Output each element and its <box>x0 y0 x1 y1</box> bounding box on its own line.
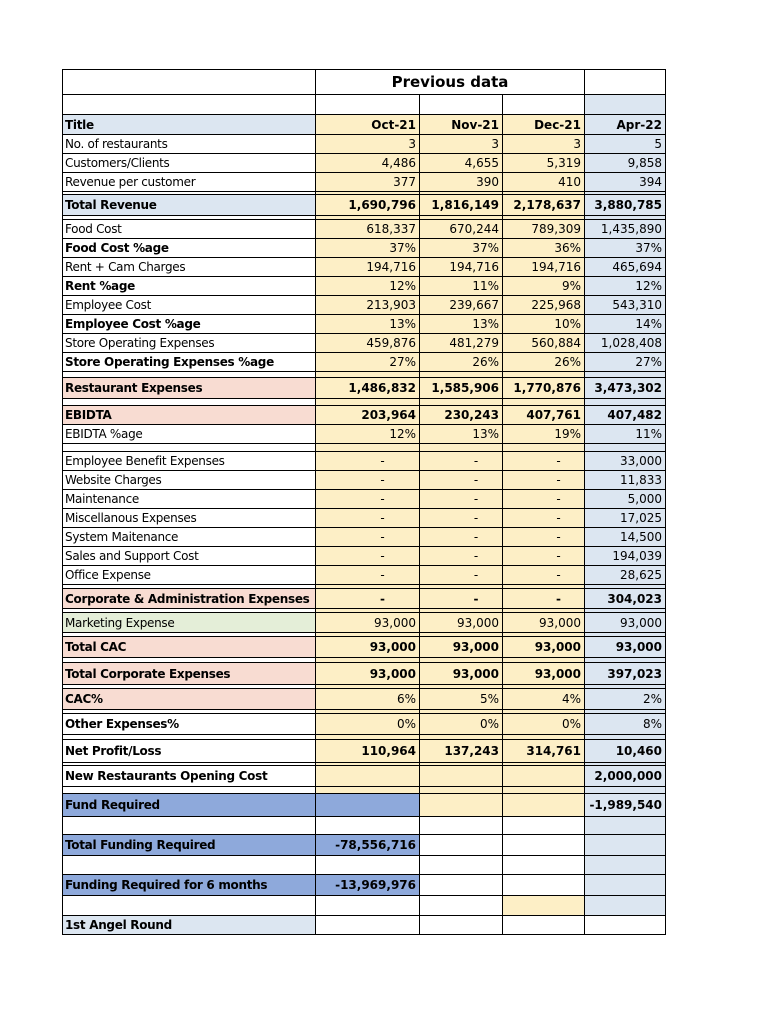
row-system-maitenance <box>62 527 666 546</box>
table-title[interactable]: Previous data <box>315 69 584 94</box>
revenue-per-customer-nov-21-cell[interactable]: 390 <box>419 172 502 191</box>
no-of-restaurants-nov-21-cell[interactable]: 3 <box>419 134 502 153</box>
empty-cell[interactable] <box>584 895 666 915</box>
sales-and-support-cost-label[interactable]: Sales and Support Cost <box>62 546 315 565</box>
marketing-expense-oct-21-cell[interactable]: 93,000 <box>315 612 419 632</box>
row-food-cost-age <box>62 238 666 257</box>
rent-age-nov-21-cell[interactable]: 11% <box>419 276 502 295</box>
fund-required-oct-21-cell[interactable] <box>315 793 419 816</box>
sales-and-support-cost-dec-21-cell[interactable]: - <box>502 546 584 565</box>
miscellanous-expenses-apr-22-cell[interactable]: 17,025 <box>584 508 666 527</box>
rent-cam-charges-dec-21-cell[interactable]: 194,716 <box>502 257 584 276</box>
empty-cell[interactable] <box>315 786 419 793</box>
employee-cost-nov-21-cell[interactable]: 239,667 <box>419 295 502 314</box>
other-expenses-label[interactable]: Other Expenses% <box>62 713 315 734</box>
store-operating-expenses-age-oct-21-cell[interactable]: 27% <box>315 352 419 371</box>
food-cost-age-apr-22-cell[interactable]: 37% <box>584 238 666 257</box>
miscellanous-expenses-label[interactable]: Miscellanous Expenses <box>62 508 315 527</box>
revenue-per-customer-apr-22-cell[interactable]: 394 <box>584 172 666 191</box>
no-of-restaurants-label[interactable]: No. of restaurants <box>62 134 315 153</box>
store-operating-expenses-oct-21-cell[interactable]: 459,876 <box>315 333 419 352</box>
row-miscellanous-expenses <box>62 508 666 527</box>
system-maitenance-nov-21-cell[interactable]: - <box>419 527 502 546</box>
marketing-expense-nov-21-cell[interactable]: 93,000 <box>419 612 502 632</box>
office-expense-oct-21-cell[interactable]: - <box>315 565 419 584</box>
maintenance-oct-21-cell[interactable]: - <box>315 489 419 508</box>
empty-cell[interactable] <box>584 855 666 874</box>
empty-cell[interactable] <box>502 855 584 874</box>
empty-cell[interactable] <box>419 443 502 451</box>
revenue-per-customer-label[interactable]: Revenue per customer <box>62 172 315 191</box>
1st-angel-round-dec-21-cell[interactable] <box>502 915 584 935</box>
spacer-row <box>62 895 666 915</box>
employee-cost-age-label[interactable]: Employee Cost %age <box>62 314 315 333</box>
row-1st-angel-round <box>62 915 666 935</box>
ebidta-age-nov-21-cell[interactable]: 13% <box>419 424 502 443</box>
empty-cell[interactable] <box>584 398 666 405</box>
empty-cell[interactable] <box>315 94 419 114</box>
empty-cell[interactable] <box>502 895 584 915</box>
ebidta-apr-22-cell[interactable]: 407,482 <box>584 405 666 424</box>
empty-cell[interactable] <box>502 443 584 451</box>
employee-cost-age-dec-21-cell[interactable]: 10% <box>502 314 584 333</box>
row-rent-cam-charges <box>62 257 666 276</box>
empty-cell[interactable] <box>315 398 419 405</box>
website-charges-label[interactable]: Website Charges <box>62 470 315 489</box>
row-rent-age <box>62 276 666 295</box>
empty-cell[interactable] <box>419 786 502 793</box>
total-revenue-oct-21-cell[interactable]: 1,690,796 <box>315 194 419 215</box>
food-cost-age-oct-21-cell[interactable]: 37% <box>315 238 419 257</box>
employee-benefit-expenses-dec-21-cell[interactable]: - <box>502 451 584 470</box>
empty-cell[interactable] <box>502 816 584 834</box>
total-funding-required-oct-21-cell[interactable]: -78,556,716 <box>315 834 419 855</box>
cac-apr-22-cell[interactable]: 2% <box>584 688 666 709</box>
rent-age-apr-22-cell[interactable]: 12% <box>584 276 666 295</box>
other-expenses-nov-21-cell[interactable]: 0% <box>419 713 502 734</box>
ebidta-dec-21-cell[interactable]: 407,761 <box>502 405 584 424</box>
net-profit-loss-label[interactable]: Net Profit/Loss <box>62 739 315 762</box>
website-charges-apr-22-cell[interactable]: 11,833 <box>584 470 666 489</box>
corporate-administration-expenses-apr-22-cell[interactable]: 304,023 <box>584 588 666 608</box>
row-food-cost <box>62 219 666 238</box>
row-employee-benefit-expenses <box>62 451 666 470</box>
total-funding-required-label[interactable]: Total Funding Required <box>62 834 315 855</box>
ebidta-age-apr-22-cell[interactable]: 11% <box>584 424 666 443</box>
restaurant-expenses-label[interactable]: Restaurant Expenses <box>62 377 315 398</box>
funding-required-for-6-months-nov-21-cell[interactable] <box>419 874 502 895</box>
row-revenue-per-customer <box>62 172 666 191</box>
new-restaurants-opening-cost-label[interactable]: New Restaurants Opening Cost <box>62 765 315 786</box>
store-operating-expenses-nov-21-cell[interactable]: 481,279 <box>419 333 502 352</box>
row-no-of-restaurants <box>62 134 666 153</box>
employee-cost-age-oct-21-cell[interactable]: 13% <box>315 314 419 333</box>
empty-cell[interactable] <box>62 398 315 405</box>
spacer-row <box>62 786 666 793</box>
office-expense-apr-22-cell[interactable]: 28,625 <box>584 565 666 584</box>
food-cost-dec-21-cell[interactable]: 789,309 <box>502 219 584 238</box>
total-cac-dec-21-cell[interactable]: 93,000 <box>502 636 584 657</box>
empty-cell[interactable] <box>62 895 315 915</box>
new-restaurants-opening-cost-nov-21-cell[interactable] <box>419 765 502 786</box>
food-cost-label[interactable]: Food Cost <box>62 219 315 238</box>
title-label-cell[interactable] <box>62 69 315 94</box>
other-expenses-oct-21-cell[interactable]: 0% <box>315 713 419 734</box>
restaurant-expenses-oct-21-cell[interactable]: 1,486,832 <box>315 377 419 398</box>
fund-required-apr-22-cell[interactable]: -1,989,540 <box>584 793 666 816</box>
row-corporate-administration-expenses <box>62 588 666 608</box>
customers-clients-label[interactable]: Customers/Clients <box>62 153 315 172</box>
row-store-operating-expenses <box>62 333 666 352</box>
food-cost-apr-22-cell[interactable]: 1,435,890 <box>584 219 666 238</box>
empty-cell[interactable] <box>584 443 666 451</box>
employee-benefit-expenses-apr-22-cell[interactable]: 33,000 <box>584 451 666 470</box>
row-website-charges <box>62 470 666 489</box>
store-operating-expenses-age-dec-21-cell[interactable]: 26% <box>502 352 584 371</box>
empty-cell[interactable] <box>584 94 666 114</box>
maintenance-apr-22-cell[interactable]: 5,000 <box>584 489 666 508</box>
no-of-restaurants-dec-21-cell[interactable]: 3 <box>502 134 584 153</box>
ebidta-age-label[interactable]: EBIDTA %age <box>62 424 315 443</box>
empty-cell[interactable] <box>419 94 502 114</box>
total-corporate-expenses-dec-21-cell[interactable]: 93,000 <box>502 662 584 684</box>
net-profit-loss-nov-21-cell[interactable]: 137,243 <box>419 739 502 762</box>
row-total-corporate-expenses <box>62 662 666 684</box>
empty-cell[interactable] <box>502 398 584 405</box>
net-profit-loss-oct-21-cell[interactable]: 110,964 <box>315 739 419 762</box>
employee-cost-oct-21-cell[interactable]: 213,903 <box>315 295 419 314</box>
corporate-administration-expenses-dec-21-cell[interactable]: - <box>502 588 584 608</box>
total-cac-oct-21-cell[interactable]: 93,000 <box>315 636 419 657</box>
total-corporate-expenses-label[interactable]: Total Corporate Expenses <box>62 662 315 684</box>
empty-cell[interactable] <box>315 816 419 834</box>
spacer-row <box>62 443 666 451</box>
corporate-administration-expenses-nov-21-cell[interactable]: - <box>419 588 502 608</box>
1st-angel-round-oct-21-cell[interactable] <box>315 915 419 935</box>
ebidta-label[interactable]: EBIDTA <box>62 405 315 424</box>
corporate-administration-expenses-oct-21-cell[interactable]: - <box>315 588 419 608</box>
miscellanous-expenses-oct-21-cell[interactable]: - <box>315 508 419 527</box>
ebidta-nov-21-cell[interactable]: 230,243 <box>419 405 502 424</box>
rent-cam-charges-apr-22-cell[interactable]: 465,694 <box>584 257 666 276</box>
rent-age-dec-21-cell[interactable]: 9% <box>502 276 584 295</box>
row-total-cac <box>62 636 666 657</box>
customers-clients-oct-21-cell[interactable]: 4,486 <box>315 153 419 172</box>
row-ebidta <box>62 405 666 424</box>
title-row <box>62 69 666 94</box>
empty-cell[interactable] <box>419 855 502 874</box>
empty-cell[interactable] <box>502 786 584 793</box>
office-expense-nov-21-cell[interactable]: - <box>419 565 502 584</box>
row-fund-required <box>62 793 666 816</box>
employee-benefit-expenses-oct-21-cell[interactable]: - <box>315 451 419 470</box>
cac-dec-21-cell[interactable]: 4% <box>502 688 584 709</box>
empty-cell[interactable] <box>62 94 315 114</box>
row-sales-and-support-cost <box>62 546 666 565</box>
total-funding-required-nov-21-cell[interactable] <box>419 834 502 855</box>
row-new-restaurants-opening-cost <box>62 765 666 786</box>
corporate-administration-expenses-label[interactable]: Corporate & Administration Expenses <box>62 588 315 608</box>
customers-clients-nov-21-cell[interactable]: 4,655 <box>419 153 502 172</box>
header-row <box>62 114 666 134</box>
website-charges-nov-21-cell[interactable]: - <box>419 470 502 489</box>
spacer-row <box>62 816 666 834</box>
store-operating-expenses-dec-21-cell[interactable]: 560,884 <box>502 333 584 352</box>
empty-cell[interactable] <box>62 443 315 451</box>
empty-cell[interactable] <box>502 94 584 114</box>
empty-cell[interactable] <box>584 786 666 793</box>
food-cost-age-nov-21-cell[interactable]: 37% <box>419 238 502 257</box>
other-expenses-apr-22-cell[interactable]: 8% <box>584 713 666 734</box>
net-profit-loss-dec-21-cell[interactable]: 314,761 <box>502 739 584 762</box>
store-operating-expenses-age-nov-21-cell[interactable]: 26% <box>419 352 502 371</box>
total-corporate-expenses-oct-21-cell[interactable]: 93,000 <box>315 662 419 684</box>
store-operating-expenses-label[interactable]: Store Operating Expenses <box>62 333 315 352</box>
spacer-row <box>62 94 666 114</box>
total-cac-label[interactable]: Total CAC <box>62 636 315 657</box>
row-restaurant-expenses <box>62 377 666 398</box>
cac-oct-21-cell[interactable]: 6% <box>315 688 419 709</box>
system-maitenance-apr-22-cell[interactable]: 14,500 <box>584 527 666 546</box>
fund-required-nov-21-cell[interactable] <box>419 793 502 816</box>
rent-age-oct-21-cell[interactable]: 12% <box>315 276 419 295</box>
total-funding-required-dec-21-cell[interactable] <box>502 834 584 855</box>
employee-benefit-expenses-label[interactable]: Employee Benefit Expenses <box>62 451 315 470</box>
empty-cell[interactable] <box>62 786 315 793</box>
row-marketing-expense <box>62 612 666 632</box>
no-of-restaurants-oct-21-cell[interactable]: 3 <box>315 134 419 153</box>
1st-angel-round-label[interactable]: 1st Angel Round <box>62 915 315 935</box>
system-maitenance-label[interactable]: System Maitenance <box>62 527 315 546</box>
other-expenses-dec-21-cell[interactable]: 0% <box>502 713 584 734</box>
row-maintenance <box>62 489 666 508</box>
miscellanous-expenses-nov-21-cell[interactable]: - <box>419 508 502 527</box>
total-corporate-expenses-nov-21-cell[interactable]: 93,000 <box>419 662 502 684</box>
store-operating-expenses-age-apr-22-cell[interactable]: 27% <box>584 352 666 371</box>
employee-cost-apr-22-cell[interactable]: 543,310 <box>584 295 666 314</box>
customers-clients-dec-21-cell[interactable]: 5,319 <box>502 153 584 172</box>
maintenance-label[interactable]: Maintenance <box>62 489 315 508</box>
employee-cost-dec-21-cell[interactable]: 225,968 <box>502 295 584 314</box>
empty-cell[interactable] <box>62 855 315 874</box>
row-office-expense <box>62 565 666 584</box>
store-operating-expenses-apr-22-cell[interactable]: 1,028,408 <box>584 333 666 352</box>
food-cost-nov-21-cell[interactable]: 670,244 <box>419 219 502 238</box>
rent-cam-charges-label[interactable]: Rent + Cam Charges <box>62 257 315 276</box>
restaurant-expenses-nov-21-cell[interactable]: 1,585,906 <box>419 377 502 398</box>
cac-nov-21-cell[interactable]: 5% <box>419 688 502 709</box>
food-cost-age-label[interactable]: Food Cost %age <box>62 238 315 257</box>
row-employee-cost <box>62 295 666 314</box>
website-charges-dec-21-cell[interactable]: - <box>502 470 584 489</box>
ebidta-oct-21-cell[interactable]: 203,964 <box>315 405 419 424</box>
1st-angel-round-apr-22-cell[interactable] <box>584 915 666 935</box>
marketing-expense-dec-21-cell[interactable]: 93,000 <box>502 612 584 632</box>
column-header-nov-21[interactable]: Nov-21 <box>419 114 502 134</box>
row-cac <box>62 688 666 709</box>
empty-cell[interactable] <box>315 443 419 451</box>
net-profit-loss-apr-22-cell[interactable]: 10,460 <box>584 739 666 762</box>
maintenance-dec-21-cell[interactable]: - <box>502 489 584 508</box>
website-charges-oct-21-cell[interactable]: - <box>315 470 419 489</box>
column-header-dec-21[interactable]: Dec-21 <box>502 114 584 134</box>
marketing-expense-apr-22-cell[interactable]: 93,000 <box>584 612 666 632</box>
funding-required-for-6-months-label[interactable]: Funding Required for 6 months <box>62 874 315 895</box>
rent-age-label[interactable]: Rent %age <box>62 276 315 295</box>
spacer-row <box>62 398 666 405</box>
empty-cell[interactable] <box>419 398 502 405</box>
row-customers-clients <box>62 153 666 172</box>
total-funding-required-apr-22-cell[interactable] <box>584 834 666 855</box>
system-maitenance-dec-21-cell[interactable]: - <box>502 527 584 546</box>
rent-cam-charges-oct-21-cell[interactable]: 194,716 <box>315 257 419 276</box>
ebidta-age-oct-21-cell[interactable]: 12% <box>315 424 419 443</box>
marketing-expense-label[interactable]: Marketing Expense <box>62 612 315 632</box>
miscellanous-expenses-dec-21-cell[interactable]: - <box>502 508 584 527</box>
funding-required-for-6-months-oct-21-cell[interactable]: -13,969,976 <box>315 874 419 895</box>
maintenance-nov-21-cell[interactable]: - <box>419 489 502 508</box>
row-net-profit-loss <box>62 739 666 762</box>
empty-cell[interactable] <box>419 895 502 915</box>
office-expense-dec-21-cell[interactable]: - <box>502 565 584 584</box>
total-revenue-label[interactable]: Total Revenue <box>62 194 315 215</box>
row-ebidta-age <box>62 424 666 443</box>
fund-required-label[interactable]: Fund Required <box>62 793 315 816</box>
header-title-label[interactable]: Title <box>62 114 315 134</box>
store-operating-expenses-age-label[interactable]: Store Operating Expenses %age <box>62 352 315 371</box>
empty-cell[interactable] <box>62 816 315 834</box>
row-other-expenses <box>62 713 666 734</box>
office-expense-label[interactable]: Office Expense <box>62 565 315 584</box>
fund-required-dec-21-cell[interactable] <box>502 793 584 816</box>
restaurant-expenses-apr-22-cell[interactable]: 3,473,302 <box>584 377 666 398</box>
total-cac-nov-21-cell[interactable]: 93,000 <box>419 636 502 657</box>
employee-cost-age-apr-22-cell[interactable]: 14% <box>584 314 666 333</box>
total-revenue-nov-21-cell[interactable]: 1,816,149 <box>419 194 502 215</box>
spacer-row <box>62 855 666 874</box>
employee-cost-age-nov-21-cell[interactable]: 13% <box>419 314 502 333</box>
total-cac-apr-22-cell[interactable]: 93,000 <box>584 636 666 657</box>
total-revenue-apr-22-cell[interactable]: 3,880,785 <box>584 194 666 215</box>
no-of-restaurants-apr-22-cell[interactable]: 5 <box>584 134 666 153</box>
funding-required-for-6-months-dec-21-cell[interactable] <box>502 874 584 895</box>
new-restaurants-opening-cost-oct-21-cell[interactable] <box>315 765 419 786</box>
customers-clients-apr-22-cell[interactable]: 9,858 <box>584 153 666 172</box>
title-extra-cell[interactable] <box>584 69 666 94</box>
sales-and-support-cost-oct-21-cell[interactable]: - <box>315 546 419 565</box>
revenue-per-customer-oct-21-cell[interactable]: 377 <box>315 172 419 191</box>
new-restaurants-opening-cost-apr-22-cell[interactable]: 2,000,000 <box>584 765 666 786</box>
revenue-per-customer-dec-21-cell[interactable]: 410 <box>502 172 584 191</box>
row-employee-cost-age <box>62 314 666 333</box>
employee-benefit-expenses-nov-21-cell[interactable]: - <box>419 451 502 470</box>
sales-and-support-cost-apr-22-cell[interactable]: 194,039 <box>584 546 666 565</box>
empty-cell[interactable] <box>584 816 666 834</box>
empty-cell[interactable] <box>419 816 502 834</box>
column-header-apr-22[interactable]: Apr-22 <box>584 114 666 134</box>
row-total-funding-required <box>62 834 666 855</box>
empty-cell[interactable] <box>315 855 419 874</box>
sales-and-support-cost-nov-21-cell[interactable]: - <box>419 546 502 565</box>
total-revenue-dec-21-cell[interactable]: 2,178,637 <box>502 194 584 215</box>
total-corporate-expenses-apr-22-cell[interactable]: 397,023 <box>584 662 666 684</box>
rent-cam-charges-nov-21-cell[interactable]: 194,716 <box>419 257 502 276</box>
empty-cell[interactable] <box>315 895 419 915</box>
employee-cost-label[interactable]: Employee Cost <box>62 295 315 314</box>
row-total-revenue <box>62 194 666 215</box>
row-funding-required-for-6-months <box>62 874 666 895</box>
ebidta-age-dec-21-cell[interactable]: 19% <box>502 424 584 443</box>
cac-label[interactable]: CAC% <box>62 688 315 709</box>
food-cost-oct-21-cell[interactable]: 618,337 <box>315 219 419 238</box>
funding-required-for-6-months-apr-22-cell[interactable] <box>584 874 666 895</box>
restaurant-expenses-dec-21-cell[interactable]: 1,770,876 <box>502 377 584 398</box>
food-cost-age-dec-21-cell[interactable]: 36% <box>502 238 584 257</box>
1st-angel-round-nov-21-cell[interactable] <box>419 915 502 935</box>
system-maitenance-oct-21-cell[interactable]: - <box>315 527 419 546</box>
row-store-operating-expenses-age <box>62 352 666 371</box>
new-restaurants-opening-cost-dec-21-cell[interactable] <box>502 765 584 786</box>
column-header-oct-21[interactable]: Oct-21 <box>315 114 419 134</box>
